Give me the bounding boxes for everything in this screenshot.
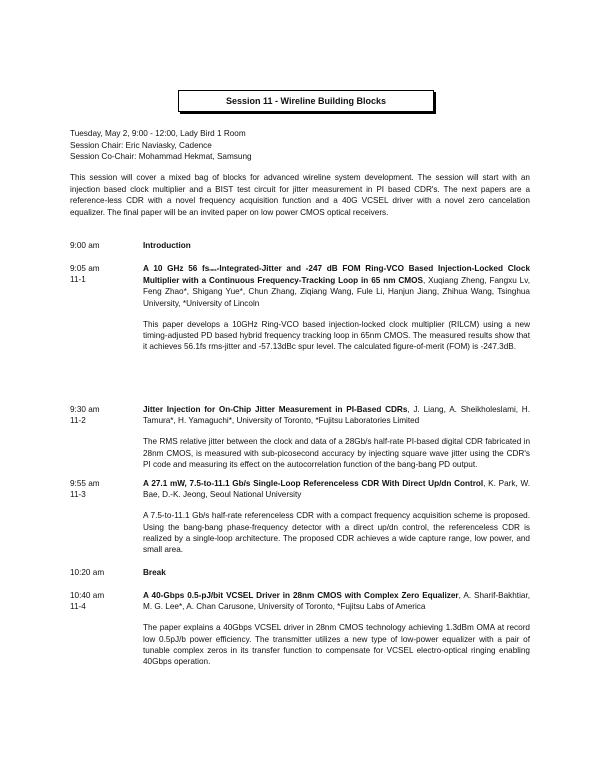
paper-abstract: A 7.5-to-11.1 Gb/s half-rate referenceless CDR with a compact frequency acquisition scheme is proposed. Using the bang-bang phase-frequency detector with a direct up/dn control, the referenceless CDR is realized by a single-loop architecture. The proposed CDR achieves a wide capture range, low power, and small area. bbox=[143, 511, 530, 555]
paper-id: 11-3 bbox=[70, 490, 86, 500]
entry-body bbox=[143, 240, 530, 251]
entry-time-block bbox=[70, 478, 136, 500]
entry-time: 10:20 am bbox=[70, 568, 105, 577]
paper-title-subscript: rms bbox=[209, 267, 217, 272]
entry-heading bbox=[143, 590, 530, 612]
paper-authors: , A. Sharif-Bakhtiar, M. G. Lee*, A. Chan Carusone, University of Toronto, *Fujitsu Labs of America bbox=[143, 591, 530, 612]
paper-title[interactable]: A 40-Gbps 0.5-pJ/bit VCSEL Driver in 28nm CMOS with Complex Zero Equalizer bbox=[143, 591, 459, 600]
paper-authors: , J. Liang, A. Sheikholeslami, H. Tamura*, H. Yamaguchi*, University of Toronto, *Fujitsu Laboratories Limited bbox=[143, 405, 530, 426]
entry-time: 9:05 am bbox=[70, 264, 100, 273]
entry-time: 9:00 am bbox=[70, 241, 100, 250]
entry-time: 10:40 am bbox=[70, 591, 105, 600]
session-title: Session 11 - Wireline Building Blocks bbox=[178, 90, 434, 112]
entry-time-block bbox=[70, 404, 136, 426]
entry-heading bbox=[143, 263, 530, 309]
entry-time: 9:30 am bbox=[70, 405, 100, 414]
entry-time-block bbox=[70, 263, 136, 285]
paper-title[interactable]: Jitter Injection for On-Chip Jitter Measurement in PI-Based CDRs bbox=[143, 405, 408, 414]
entry-title: Introduction bbox=[143, 241, 191, 250]
entry-body bbox=[143, 590, 530, 667]
entry-body bbox=[143, 404, 530, 470]
paper-authors: , K. Park, W. Bae, D.-K. Jeong, Seoul National University bbox=[143, 479, 530, 500]
paper-title-part: -Integrated-Jitter and -247 dB FOM Ring-VCO Based Injection-Locked Clock Multiplier with a Continuous Frequency-Tracking Loop in 65 nm CMOS bbox=[143, 264, 530, 286]
paper-abstract: This paper develops a 10GHz Ring-VCO based injection-locked clock multiplier (RILCM) using a new timing-adjusted PD based hybrid frequency tracking loop in 65nm CMOS. The measured results show that it achieves 56.1fs rms-jitter and -57.13dBc spur level. The calculated figure-of-merit (FOM) is -247.3dB. bbox=[143, 319, 530, 352]
session-date-location: Tuesday, May 2, 9:00 - 12:00, Lady Bird 1 Room bbox=[70, 129, 246, 138]
paper-abstract: The RMS relative jitter between the clock and data of a 28Gb/s half-rate PI-based digital CDR fabricated in 28nm CMOS, is measured with sub-picosecond accuracy by injecting square wave jitter using the CDR's PI code and measuring its effect on the autocorrelation function of the bang-bang PD output. bbox=[143, 437, 530, 469]
paper-title[interactable]: A 27.1 mW, 7.5-to-11.1 Gb/s Single-Loop Referenceless CDR With Direct Up/dn Control bbox=[143, 479, 484, 488]
entry-time-block bbox=[70, 590, 136, 612]
entry-title: Break bbox=[143, 568, 166, 577]
paper-title-part: A 10 GHz 56 fs bbox=[143, 264, 210, 273]
paper-id: 11-2 bbox=[70, 416, 86, 426]
entry-body bbox=[143, 263, 530, 352]
entry-heading bbox=[143, 478, 530, 500]
entry-body bbox=[143, 478, 530, 555]
paper-id: 11-4 bbox=[70, 602, 86, 612]
entry-time: 9:55 am bbox=[70, 479, 100, 488]
session-intro: This session will cover a mixed bag of blocks for advanced wireline system development. The session will start with an injection based clock multiplier and a BIST test circuit for jitter measurement in PI based CDR's. The next papers are a reference-less CDR with a novel frequency acquisition function and a 40G VCSEL driver with a novel zero cancelation equalizer. The final paper will be an invited paper on low power CMOS optical receivers. bbox=[70, 173, 530, 217]
session-chair: Session Chair: Eric Naviasky, Cadence bbox=[70, 140, 212, 150]
paper-authors: , Xuqiang Zheng, Fangxu Lv, Feng Zhao*, Shigang Yue*, Chun Zhang, Ziqiang Wang, Fule Li, Hanjun Jiang, Zhihua Wang, Tsinghua University, *University of Lincoln bbox=[143, 276, 530, 308]
entry-body bbox=[143, 567, 530, 578]
entry-time-block bbox=[70, 240, 136, 251]
session-cochair: Session Co-Chair: Mohammad Hekmat, Samsung bbox=[70, 152, 252, 161]
entry-heading bbox=[143, 404, 530, 426]
paper-id: 11-1 bbox=[70, 275, 86, 285]
paper-abstract: The paper explains a 40Gbps VCSEL driver in 28nm CMOS technology achieving 1.3dBm OMA at record low 0.5pJ/b power efficiency. The transmitter utilizes a new type of low-power equalizer with a pair of tunable complex zeros in its transfer function to compensate for VCSEL electro-optical ringing enabling 40Gbps operation. bbox=[143, 623, 530, 667]
session-info bbox=[70, 128, 252, 163]
entry-time-block bbox=[70, 567, 136, 578]
